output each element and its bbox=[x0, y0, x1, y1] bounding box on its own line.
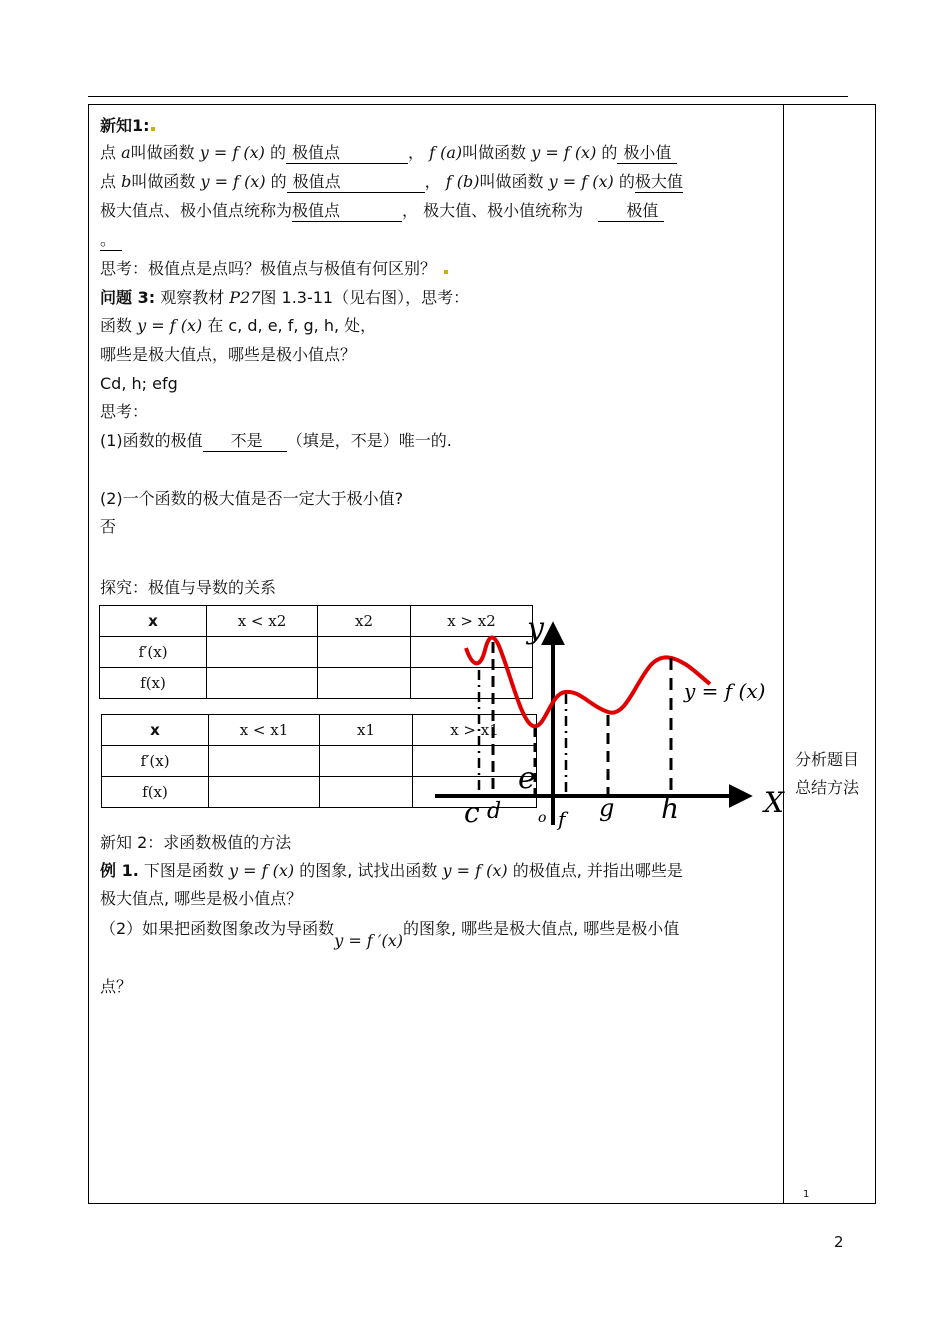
definition-line-3-end: 。 bbox=[100, 228, 122, 252]
problem3-line: 问题 3: 观察教材 P27图 1.3-11（见右图），思考： bbox=[100, 288, 470, 307]
label-c: c bbox=[464, 796, 480, 829]
problem3-function-line: 函数 y = f (x) 在 c, d, e, f, g, h, 处， bbox=[100, 316, 377, 335]
blank-extremum-point-2: 极值点 bbox=[287, 172, 425, 193]
label-h: h bbox=[661, 792, 680, 825]
section1-title: 新知1: bbox=[100, 114, 155, 138]
blank-extremum-points: 极值点 bbox=[292, 201, 402, 222]
label-d: d bbox=[487, 799, 502, 824]
blank-minimum: 极小值 bbox=[617, 143, 677, 164]
example2-line-2: 点？ bbox=[100, 977, 133, 996]
problem3-question: 哪些是极大值点，哪些是极小值点？ bbox=[100, 345, 357, 364]
top-rule bbox=[88, 96, 848, 97]
function-graph bbox=[430, 600, 790, 830]
think-q2-answer: 否 bbox=[100, 517, 117, 536]
derivative-table-1: x x < x2 x2 x > x2 f′(x) f(x) bbox=[99, 605, 533, 699]
page-number: 2 bbox=[834, 1233, 844, 1251]
definition-line-3: 极大值点、极小值点统称为极值点 ， 极大值、极小值统称为 极值 bbox=[100, 199, 664, 223]
explore-title: 探究：极值与导数的关系 bbox=[100, 578, 277, 597]
side-note: 分析题目 总结方法 bbox=[795, 750, 860, 797]
label-origin: o bbox=[538, 810, 547, 826]
x-axis-label: X bbox=[764, 786, 784, 819]
blank-not-unique: 不是 bbox=[203, 431, 287, 452]
example1-line-2: 极大值点, 哪些是极小值点？ bbox=[100, 889, 303, 908]
think-question-1: 思考：极值点是点吗？极值点与极值有何区别？ bbox=[100, 257, 448, 281]
y-axis-label: y bbox=[527, 611, 544, 646]
definition-line-1: 点 a叫做函数 y = f (x) 的 极值点 ， f (a)叫做函数 y = f (x) 的 极小值 bbox=[100, 141, 677, 165]
derivative-table-2: x x < x1 x1 x > x1 f′(x) f(x) bbox=[101, 714, 537, 808]
blank-maximum: 极大值 bbox=[634, 172, 683, 191]
function-label: y = f (x) bbox=[684, 679, 766, 703]
example1-line: 例 1. 下图是函数 y = f (x) 的图象, 试找出函数 y = f (x) 的极值点, 并指出哪些是 bbox=[100, 861, 683, 880]
definition-line-2: 点 b叫做函数 y = f (x) 的 极值点 ， f (b)叫做函数 y = f (x) 的极大值 bbox=[100, 172, 683, 191]
example2-line: （2）如果把函数图象改为导函数y = f ′(x)的图象, 哪些是极大值点, 哪些是极小值 bbox=[100, 919, 680, 950]
think-label: 思考： bbox=[100, 402, 149, 421]
label-f: f bbox=[558, 807, 566, 830]
label-e: e bbox=[518, 761, 536, 796]
think-q1: (1)函数的极值 不是 （填是，不是）唯一的. bbox=[100, 431, 452, 450]
blank-extremum-values: 极值 bbox=[598, 201, 664, 222]
function-curve bbox=[466, 638, 710, 727]
section2-title: 新知 2：求函数极值的方法 bbox=[100, 833, 292, 852]
footnote-number: 1 bbox=[803, 1189, 810, 1200]
problem3-answer: Cd, h; efg bbox=[100, 374, 178, 393]
label-g: g bbox=[599, 794, 615, 822]
blank-extremum-point: 极值点 bbox=[286, 143, 408, 164]
think-q2: (2)一个函数的极大值是否一定大于极小值? bbox=[100, 489, 404, 508]
